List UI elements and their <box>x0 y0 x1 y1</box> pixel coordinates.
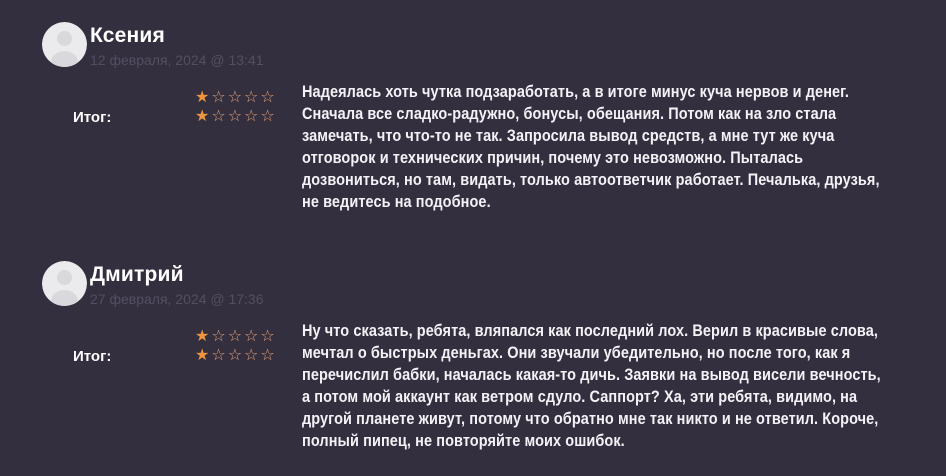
reviewer-name: Ксения <box>90 24 165 47</box>
star-icon: ★ <box>195 87 212 106</box>
rating-row <box>0 107 292 126</box>
user-avatar-icon <box>42 261 87 306</box>
star-rating <box>195 88 277 105</box>
star-icon: ☆ <box>244 106 261 125</box>
star-icon: ★ <box>195 345 212 364</box>
avatar <box>42 261 87 306</box>
star-icon: ☆ <box>211 326 228 345</box>
rating-row <box>0 327 292 346</box>
rating-label: Итог: <box>73 109 112 126</box>
rating-block <box>0 327 292 367</box>
review-text: Ну что сказать, ребята, вляпался как последний лох. Верил в красивые слова, мечтал о быстрых деньгах. Они звучали убедительно, но после того, как я перечислил бабки, началась какая-то дичь. Заявки на вывод висели вечность, а потом мой аккаунт как ветром сдуло. Саппорт? Ха, эти ребята, видимо, на другой планете живут, потому что обратно мне так никто и не ответил. Короче, полный пипец, не повторяйте моих ошибок. <box>302 322 881 450</box>
review-text: Надеялась хоть чутка подзаработать, а в итоге минус куча нервов и денег. Сначала все сладко-радужно, бонусы, обещания. Потом как на зло стала замечать, что что-то не так. Запросила вывод средств, а мне тут же куча отговорок и технических причин, почему это невозможно. Пыталась дозвониться, но там, видать, только автоответчик работает. Печалька, друзья, не ведитесь на подобное. <box>302 83 880 211</box>
star-icon: ☆ <box>227 326 245 345</box>
star-icon: ☆ <box>227 87 245 106</box>
star-rating <box>195 327 277 344</box>
review-date: 12 февраля, 2024 @ 13:41 <box>90 52 264 68</box>
star-rating <box>195 346 277 363</box>
star-icon: ☆ <box>260 106 277 125</box>
star-icon: ☆ <box>260 326 277 345</box>
rating-row <box>0 88 292 107</box>
star-icon: ☆ <box>211 345 228 364</box>
star-icon: ☆ <box>244 345 261 364</box>
star-icon: ★ <box>195 326 212 345</box>
rating-label: Итог: <box>73 348 112 365</box>
review-card <box>0 261 946 476</box>
star-icon: ☆ <box>211 106 228 125</box>
review-date: 27 февраля, 2024 @ 17:36 <box>90 291 264 307</box>
review-card <box>0 22 946 237</box>
avatar <box>42 22 87 67</box>
star-icon: ☆ <box>227 345 245 364</box>
star-icon: ☆ <box>211 87 228 106</box>
star-icon: ☆ <box>227 106 245 125</box>
reviewer-name: Дмитрий <box>90 263 184 286</box>
star-icon: ★ <box>195 106 212 125</box>
rating-row <box>0 346 292 365</box>
star-icon: ☆ <box>244 87 261 106</box>
rating-block <box>0 88 292 128</box>
star-icon: ☆ <box>260 345 277 364</box>
star-icon: ☆ <box>244 326 261 345</box>
star-icon: ☆ <box>260 87 277 106</box>
user-avatar-icon <box>42 22 87 67</box>
star-rating <box>195 107 277 124</box>
